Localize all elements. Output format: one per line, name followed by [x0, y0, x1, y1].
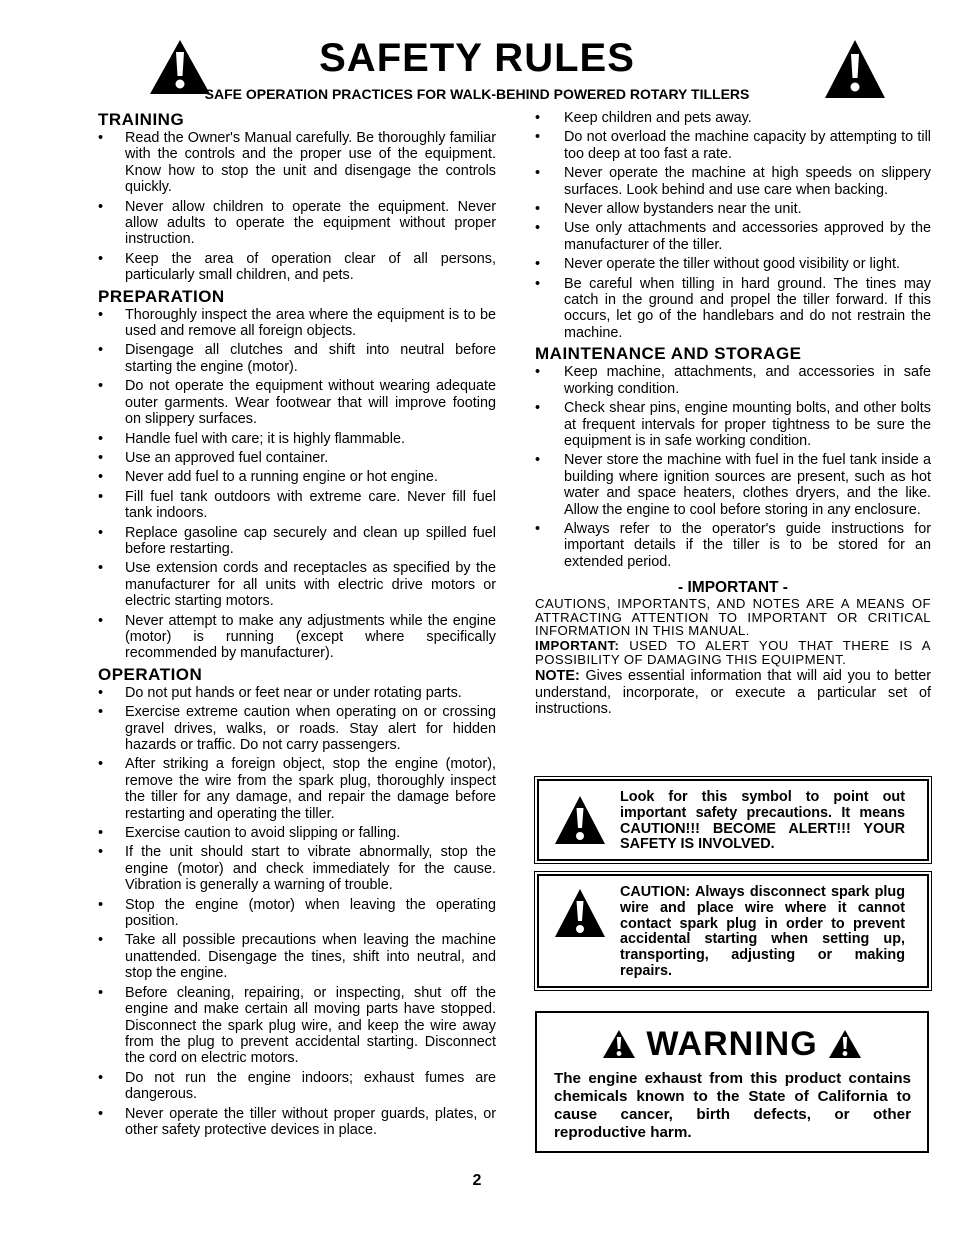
list-item: • Do not run the engine indoors; exhaust fumes are dangerous.	[98, 1070, 496, 1103]
note-label: NOTE:	[535, 668, 580, 685]
list-item: • Never operate the machine at high speeds on slippery surfaces. Look behind and use care when backing.	[535, 165, 931, 198]
list-item: • Always refer to the operator's guide instructions for important details if the tiller is to be stored for an extended period.	[535, 521, 931, 570]
list-item: • Keep children and pets away.	[535, 110, 931, 126]
list-item: • Never add fuel to a running engine or hot engine.	[98, 469, 496, 485]
list-item: • After striking a foreign object, stop the engine (motor), remove the wire from the spark plug, thoroughly inspect the tiller for any damage, and repair the damage before restarting and operating the tiller.	[98, 756, 496, 822]
preparation-heading: PREPARATION	[98, 286, 225, 306]
maintenance-list	[535, 364, 931, 570]
page-title: SAFETY RULES	[319, 36, 635, 80]
warning-heading: WARNING	[646, 1025, 818, 1063]
important-label: IMPORTANT:	[535, 638, 620, 654]
operation-list	[98, 685, 496, 1139]
list-item: • Disengage all clutches and shift into neutral before starting the engine (motor).	[98, 342, 496, 375]
operation-heading: OPERATION	[98, 664, 203, 684]
caution-text: CAUTION: Always disconnect spark plug wire and place wire where it cannot contact spark plug in order to prevent accidental starting when setting up, transporting, adjusting or making repairs.	[620, 884, 905, 979]
warning-header	[537, 1025, 927, 1063]
list-item: • Before cleaning, repairing, or inspecting, shut off the engine and make certain all moving parts have stopped. Disconnect the spark plug wire, and keep the wire away from the plug to prevent accidental starting. Disconnect the cord on electric motors.	[98, 985, 496, 1067]
important-definition	[535, 639, 931, 666]
preparation-list	[98, 307, 496, 662]
list-item: • Keep machine, attachments, and accessories in safe working condition.	[535, 364, 931, 397]
list-item: • Read the Owner's Manual carefully. Be thoroughly familiar with the controls and the proper use of the equipment. Know how to stop the unit and disengage the controls quickly.	[98, 130, 496, 196]
important-definition-text: USED TO ALERT YOU THAT THERE IS A POSSIBILITY OF DAMAGING THIS EQUIPMENT.	[535, 638, 931, 667]
left-column	[98, 110, 496, 1141]
warning-triangle-icon	[602, 1029, 636, 1059]
list-item: • Use only attachments and accessories approved by the manufacturer of the tiller.	[535, 220, 931, 253]
list-item: • Keep the area of operation clear of all persons, particularly small children, and pets.	[98, 251, 496, 284]
safety-symbol-box	[537, 779, 929, 861]
list-item: • Never allow children to operate the equipment. Never allow adults to operate the equipment without proper instruction.	[98, 199, 496, 248]
list-item: • Never allow bystanders near the unit.	[535, 201, 931, 217]
list-item: • Fill fuel tank outdoors with extreme care. Never fill fuel tank indoors.	[98, 489, 496, 522]
note-definition	[535, 668, 931, 717]
list-item: • Use an approved fuel container.	[98, 450, 496, 466]
list-item: • Handle fuel with care; it is highly flammable.	[98, 431, 496, 447]
list-item: • Exercise caution to avoid slipping or falling.	[98, 825, 496, 841]
list-item: • Use extension cords and receptacles as specified by the manufacturer for all units with electric drive motors or electric starting motors.	[98, 560, 496, 609]
list-item: • Check shear pins, engine mounting bolts, and other bolts at frequent intervals for proper tightness to be sure the equipment is in safe working condition.	[535, 400, 931, 449]
important-intro: CAUTIONS, IMPORTANTS, AND NOTES ARE A MEANS OF ATTRACTING ATTENTION TO IMPORTANT OR CRITICAL INFORMATION IN THIS MANUAL.	[535, 596, 931, 638]
note-definition-text: Gives essential information that will aid you to better understand, incorporate, or execute a particular set of instructions.	[535, 668, 932, 717]
operation-continued-list	[535, 110, 931, 341]
page-number: 2	[472, 1172, 482, 1189]
list-item: • Do not operate the equipment without wearing adequate outer garments. Wear footwear that will improve footing on slippery surfaces.	[98, 378, 496, 427]
list-item: • Never store the machine with fuel in the fuel tank inside a building where ignition sources are present, such as hot water and space heaters, clothes dryers, and the like. Allow the engine to cool before storing in any enclosure.	[535, 452, 931, 518]
caution-box	[537, 874, 929, 988]
warning-triangle-icon	[828, 1029, 862, 1059]
list-item: • If the unit should start to vibrate abnormally, stop the engine (motor) and check immediately for the cause. Vibration is generally a warning of trouble.	[98, 844, 496, 893]
maintenance-heading: MAINTENANCE AND STORAGE	[535, 344, 802, 364]
list-item: • Thoroughly inspect the area where the equipment is to be used and remove all foreign objects.	[98, 307, 496, 340]
important-heading: - IMPORTANT -	[678, 579, 788, 597]
warning-triangle-icon	[553, 887, 607, 939]
list-item: • Do not put hands or feet near or under rotating parts.	[98, 685, 496, 701]
list-item: • Be careful when tilling in hard ground. The tines may catch in the ground and propel the tiller forward. If this occurs, let go of the handlebars and do not restrain the machine.	[535, 276, 931, 342]
training-list	[98, 130, 496, 284]
list-item: • Exercise extreme caution when operating on or crossing gravel drives, walks, or roads. Stay alert for hidden hazards or traffic. Do not carry passengers.	[98, 704, 496, 753]
list-item: • Never attempt to make any adjustments while the engine (motor) is running (except where specifically recommended by manufacturer).	[98, 613, 496, 662]
list-item: • Never operate the tiller without proper guards, plates, or other safety protective devices in place.	[98, 1106, 496, 1139]
list-item: • Replace gasoline cap securely and clean up spilled fuel before restarting.	[98, 525, 496, 558]
list-item: • Do not overload the machine capacity by attempting to till too deep at too fast a rate.	[535, 129, 931, 162]
warning-text: The engine exhaust from this product contains chemicals known to the State of California to cause cancer, birth defects, or other reproductive harm.	[554, 1070, 911, 1141]
warning-box	[535, 1011, 929, 1153]
list-item: • Stop the engine (motor) when leaving the operating position.	[98, 897, 496, 930]
warning-triangle-icon	[553, 794, 607, 846]
right-column	[535, 110, 931, 717]
training-heading: TRAINING	[98, 110, 185, 129]
warning-triangle-icon	[823, 38, 887, 100]
page-subtitle: SAFE OPERATION PRACTICES FOR WALK-BEHIND POWERED ROTARY TILLERS	[204, 86, 750, 102]
list-item: • Take all possible precautions when leaving the machine unattended. Disengage the tines, shift into neutral, and stop the engine.	[98, 932, 496, 981]
list-item: • Never operate the tiller without good visibility or light.	[535, 256, 931, 272]
safety-symbol-text: Look for this symbol to point out important safety precautions. It means CAUTION!!! BECOME ALERT!!! YOUR SAFETY IS INVOLVED.	[620, 789, 905, 853]
